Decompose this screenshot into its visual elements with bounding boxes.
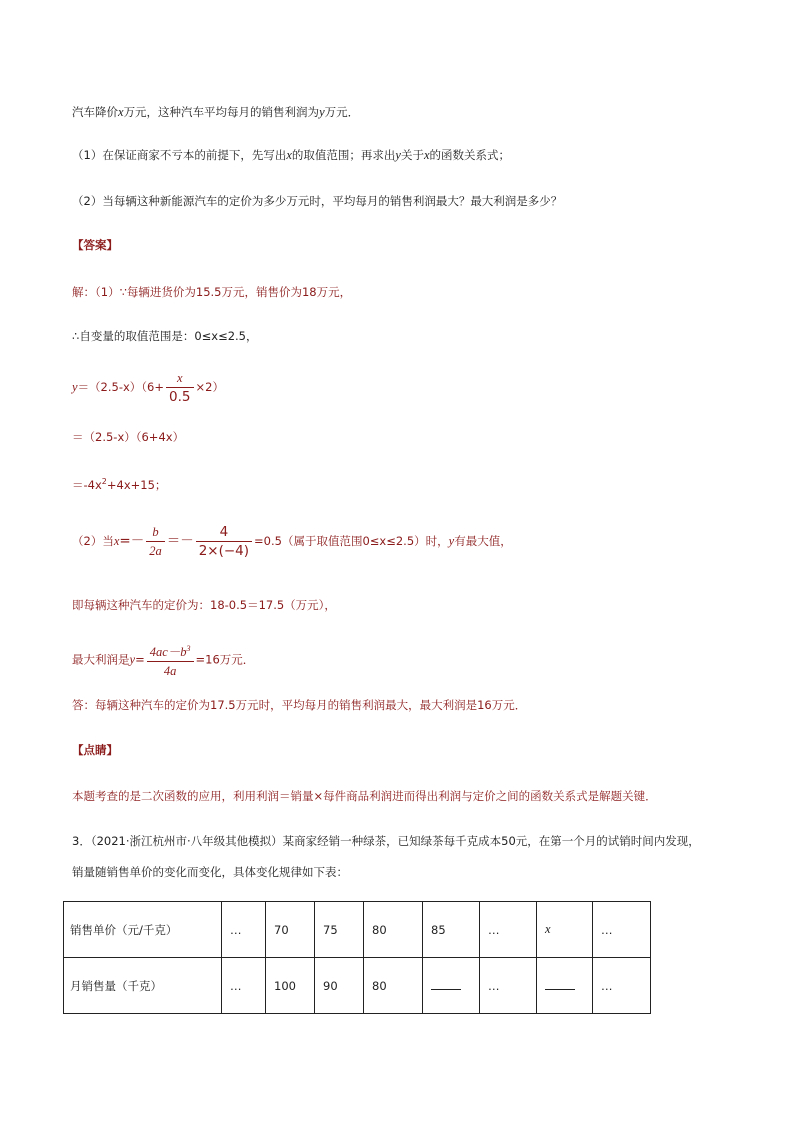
expr-text: ＝－ bbox=[166, 533, 194, 549]
solution-line-1: 解：（1）∵每辆进货价为15.5万元，销售价为18万元， bbox=[72, 285, 352, 299]
expr-text: +4x+15； bbox=[106, 478, 167, 492]
q1-text-2: 的取值范围；再求出 bbox=[291, 148, 396, 162]
table-cell: 75 bbox=[315, 902, 364, 958]
solution-line-8 bbox=[72, 640, 254, 680]
expr-text: 最大利润是 bbox=[72, 652, 130, 667]
expr-text: = bbox=[135, 652, 145, 667]
comment-text: 本题考查的是二次函数的应用，利用利润＝销量×每件商品利润进而得出利润与定价之间的函数关系式是解题关键． bbox=[72, 789, 657, 803]
table-cell: … bbox=[593, 958, 651, 1014]
fraction-numerator bbox=[147, 640, 194, 662]
intro-text-1: 汽车降价 bbox=[72, 105, 118, 119]
expr-text: （2）当 bbox=[72, 534, 114, 548]
table-cell: 月销售量（千克） bbox=[64, 958, 222, 1014]
fraction-x-over-0.5 bbox=[166, 369, 193, 406]
fraction-4-over-2x-4 bbox=[196, 523, 252, 560]
fraction-numerator: 4 bbox=[196, 523, 252, 542]
answer-tag: 【答案】 bbox=[72, 238, 118, 252]
table-cell: x bbox=[537, 902, 593, 958]
expr-text: ＝（2.5-x）（6+ bbox=[77, 380, 165, 394]
var-y: y bbox=[395, 148, 401, 162]
intro-text-3: 万元． bbox=[324, 105, 360, 119]
intro-line bbox=[72, 104, 359, 120]
solution-line-7: 即每辆这种汽车的定价为：18-0.5＝17.5（万元）， bbox=[72, 598, 336, 612]
fill-in-blank bbox=[431, 979, 461, 990]
intro-text-2: 万元，这种汽车平均每月的销售利润为 bbox=[123, 105, 320, 119]
exponent: 3 bbox=[186, 644, 191, 653]
q1-text-4: 的函数关系式； bbox=[429, 148, 511, 162]
expr-text: =－ bbox=[119, 533, 145, 549]
question-3-line-1: 3．（2021·浙江杭州市·八年级其他模拟）某商家经销一种绿茶，已知绿茶每千克成本50元，在第一个月的试销时间内发现， bbox=[72, 834, 700, 848]
solution-line-9: 答：每辆这种汽车的定价为17.5万元时，平均每月的销售利润最大，最大利润是16万元． bbox=[72, 698, 527, 712]
var-y: y bbox=[448, 534, 455, 548]
table-cell: … bbox=[480, 902, 537, 958]
var-x: x bbox=[423, 148, 430, 162]
comment-tag: 【点睛】 bbox=[72, 743, 118, 757]
question-3-line-2: 销量随销售单价的变化而变化，具体变化规律如下表： bbox=[72, 865, 348, 879]
expr-text: ＝-4x bbox=[72, 478, 102, 492]
var-y: y bbox=[72, 380, 78, 394]
fraction-denominator: 2a bbox=[149, 544, 162, 558]
fraction-denominator: 4a bbox=[163, 664, 177, 678]
fraction-numerator: b bbox=[146, 523, 165, 542]
table-cell-blank bbox=[423, 958, 480, 1014]
numerator-text: 4ac－b bbox=[149, 645, 187, 659]
table-cell: … bbox=[222, 958, 266, 1014]
fill-in-blank bbox=[545, 979, 575, 990]
fraction-numerator: x bbox=[166, 369, 193, 388]
price-sales-table bbox=[63, 901, 651, 1014]
var-y: y bbox=[129, 652, 136, 667]
q1-text-3: 关于 bbox=[400, 148, 424, 162]
table-cell: 80 bbox=[364, 902, 423, 958]
fraction-denominator: 2×(−4) bbox=[198, 543, 250, 559]
expr-text: ×2） bbox=[195, 380, 224, 394]
solution-line-4: ＝（2.5-x）（6+4x） bbox=[72, 430, 185, 444]
expr-text: 有最大值， bbox=[454, 534, 512, 548]
var-x: x bbox=[113, 534, 120, 548]
fraction-denominator: 0.5 bbox=[169, 389, 191, 405]
table-cell: … bbox=[593, 902, 651, 958]
table-row bbox=[64, 902, 651, 958]
q1-text-1: （1）在保证商家不亏本的前提下，先写出 bbox=[72, 148, 287, 162]
table-cell-blank bbox=[537, 958, 593, 1014]
fraction-b-over-2a bbox=[146, 523, 165, 560]
solution-line-2: ∴自变量的取值范围是：0≤x≤2.5， bbox=[72, 329, 258, 343]
question-2: （2）当每辆这种新能源汽车的定价为多少万元时，平均每月的销售利润最大？最大利润是多少？ bbox=[72, 194, 563, 208]
table-cell: 90 bbox=[315, 958, 364, 1014]
expr-text: =0.5（属于取值范围0≤x≤2.5）时， bbox=[254, 534, 449, 548]
table-row bbox=[64, 958, 651, 1014]
var-y: y bbox=[319, 105, 325, 119]
solution-line-3 bbox=[72, 369, 224, 406]
fraction-max-profit bbox=[147, 640, 194, 680]
question-1 bbox=[72, 147, 510, 163]
table-cell: 销售单价（元/千克） bbox=[64, 902, 222, 958]
var-x: x bbox=[118, 105, 124, 119]
solution-line-6 bbox=[72, 523, 512, 560]
table-cell: 70 bbox=[266, 902, 315, 958]
table-cell: 85 bbox=[423, 902, 480, 958]
expr-text: =16万元． bbox=[195, 652, 255, 667]
table-cell: 100 bbox=[266, 958, 315, 1014]
var-x: x bbox=[286, 148, 292, 162]
table-cell: … bbox=[480, 958, 537, 1014]
table-cell: 80 bbox=[364, 958, 423, 1014]
solution-line-5 bbox=[72, 474, 166, 493]
table-cell: … bbox=[222, 902, 266, 958]
exponent: 2 bbox=[101, 477, 107, 486]
